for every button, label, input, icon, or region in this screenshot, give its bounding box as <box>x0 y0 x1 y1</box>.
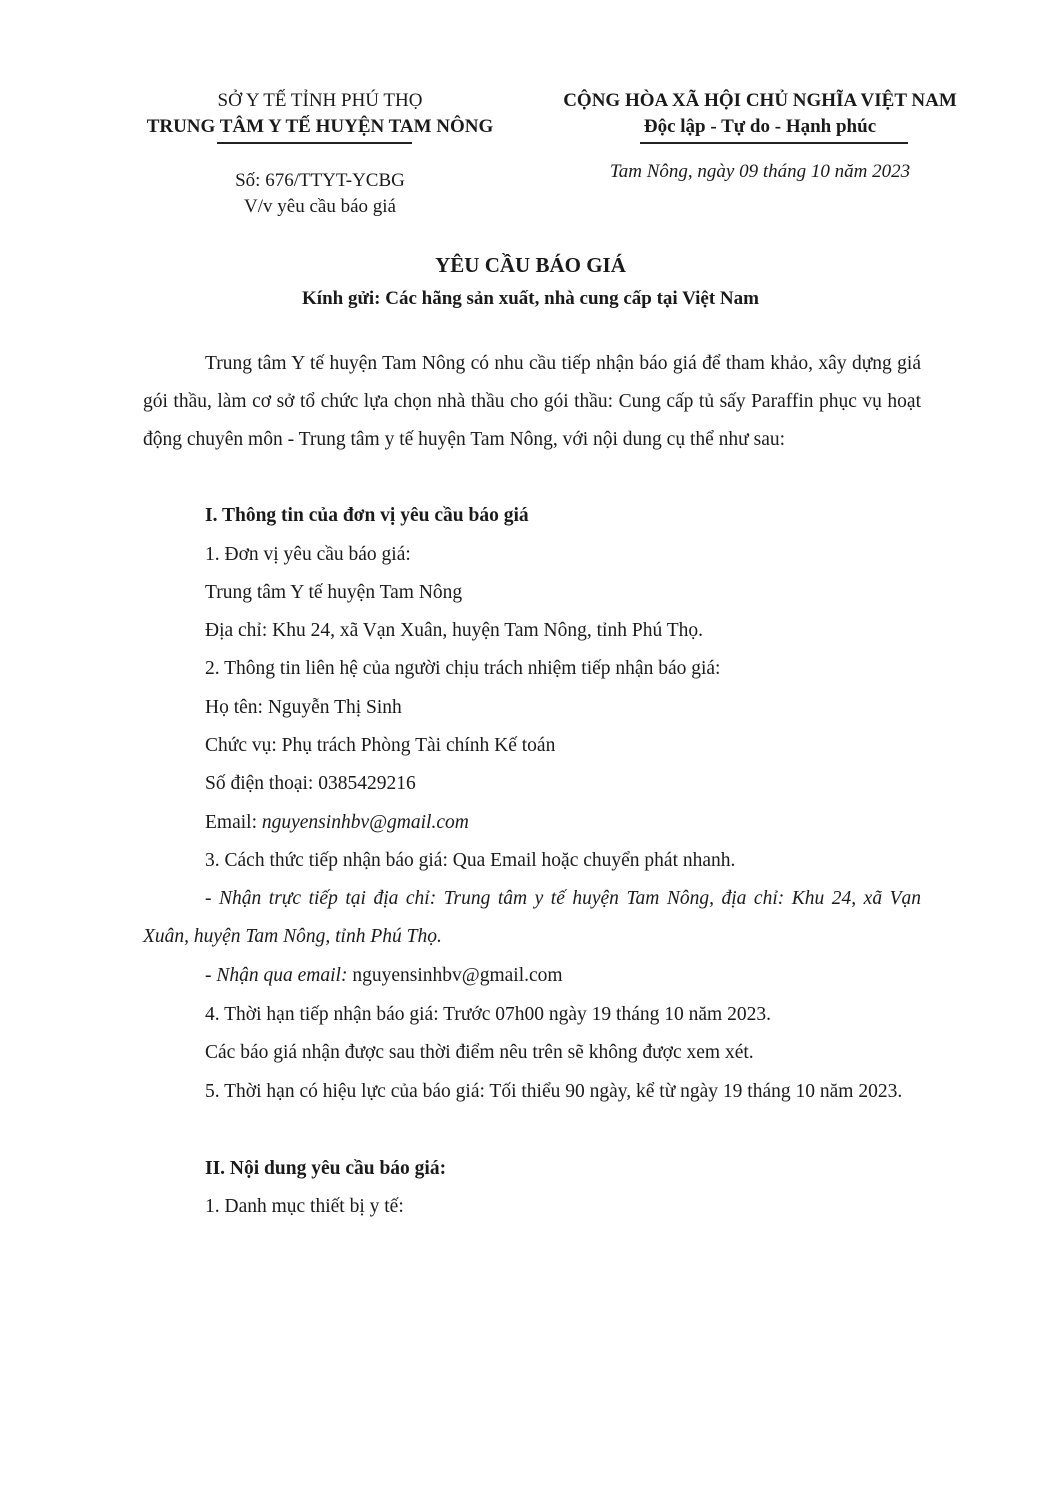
issuer-org: TRUNG TÂM Y TẾ HUYỆN TAM NÔNG <box>146 116 494 137</box>
contact-email <box>205 812 469 834</box>
section1-item2: 2. Thông tin liên hệ của người chịu trách nhiệm tiếp nhận báo giá: <box>205 658 721 679</box>
section1-heading: I. Thông tin của đơn vị yêu cầu báo giá <box>205 505 529 526</box>
via-email-link[interactable]: nguyensinhbv@gmail.com <box>352 965 563 986</box>
motto-underline <box>640 142 908 144</box>
requesting-unit: Trung tâm Y tế huyện Tam Nông <box>205 582 463 603</box>
national-motto: Độc lập - Tự do - Hạnh phúc <box>643 116 877 137</box>
section2-heading: II. Nội dung yêu cầu báo giá: <box>205 1158 447 1179</box>
email-link[interactable]: nguyensinhbv@gmail.com <box>261 812 469 833</box>
contact-phone: Số điện thoại: 0385429216 <box>205 773 416 794</box>
issuer-parent-org: SỞ Y TẾ TỈNH PHÚ THỌ <box>217 90 423 111</box>
document-subject: V/v yêu cầu báo giá <box>244 196 396 217</box>
contact-position: Chức vụ: Phụ trách Phòng Tài chính Kế toán <box>205 735 556 756</box>
section1-item4: 4. Thời hạn tiếp nhận báo giá: Trước 07h00 ngày 19 tháng 10 năm 2023. <box>205 1004 771 1025</box>
recipient-line: Kính gửi: Các hãng sản xuất, nhà cung cấp tại Việt Nam <box>302 288 759 309</box>
section1-item1: 1. Đơn vị yêu cầu báo giá: <box>205 544 411 565</box>
document-title: YÊU CẦU BÁO GIÁ <box>435 253 626 277</box>
email-label: Email: <box>205 812 262 833</box>
section1-item3: 3. Cách thức tiếp nhận báo giá: Qua Email hoặc chuyển phát nhanh. <box>205 850 736 871</box>
issuer-header <box>110 88 530 140</box>
unit-address: Địa chỉ: Khu 24, xã Vạn Xuân, huyện Tam Nông, tỉnh Phú Thọ. <box>205 620 704 641</box>
document-meta <box>110 168 530 220</box>
section1-item5: 5. Thời hạn có hiệu lực của báo giá: Tối thiểu 90 ngày, kể từ ngày 19 tháng 10 năm 2023. <box>205 1081 903 1102</box>
document-number: Số: 676/TTYT-YCBG <box>235 170 405 191</box>
via-email <box>205 965 563 987</box>
direct-delivery: - Nhận trực tiếp tại địa chỉ: Trung tâm y tế huyện Tam Nông, địa chỉ: Khu 24, xã Vạn Xuân, huyện Tam Nông, tỉnh Phú Thọ. <box>143 888 921 947</box>
national-header <box>530 88 990 140</box>
intro-paragraph: Trung tâm Y tế huyện Tam Nông có nhu cầu tiếp nhận báo giá để tham khảo, xây dựng giá gói thầu, làm cơ sở tổ chức lựa chọn nhà thầu cho gói thầu: Cung cấp tủ sấy Paraffin phục vụ hoạt động chuyên môn - Trung tâm y tế huyện Tam Nông, với nội dung cụ thể như sau: <box>143 353 921 450</box>
via-email-label: - Nhận qua email: <box>205 965 353 986</box>
document-date: Tam Nông, ngày 09 tháng 10 năm 2023 <box>609 161 911 182</box>
section2-item1: 1. Danh mục thiết bị y tế: <box>205 1196 404 1217</box>
item4-note: Các báo giá nhận được sau thời điểm nêu trên sẽ không được xem xét. <box>205 1042 754 1063</box>
national-title: CỘNG HÒA XÃ HỘI CHỦ NGHĨA VIỆT NAM <box>563 90 957 111</box>
issuer-underline <box>217 142 412 144</box>
contact-name: Họ tên: Nguyễn Thị Sinh <box>205 697 402 718</box>
